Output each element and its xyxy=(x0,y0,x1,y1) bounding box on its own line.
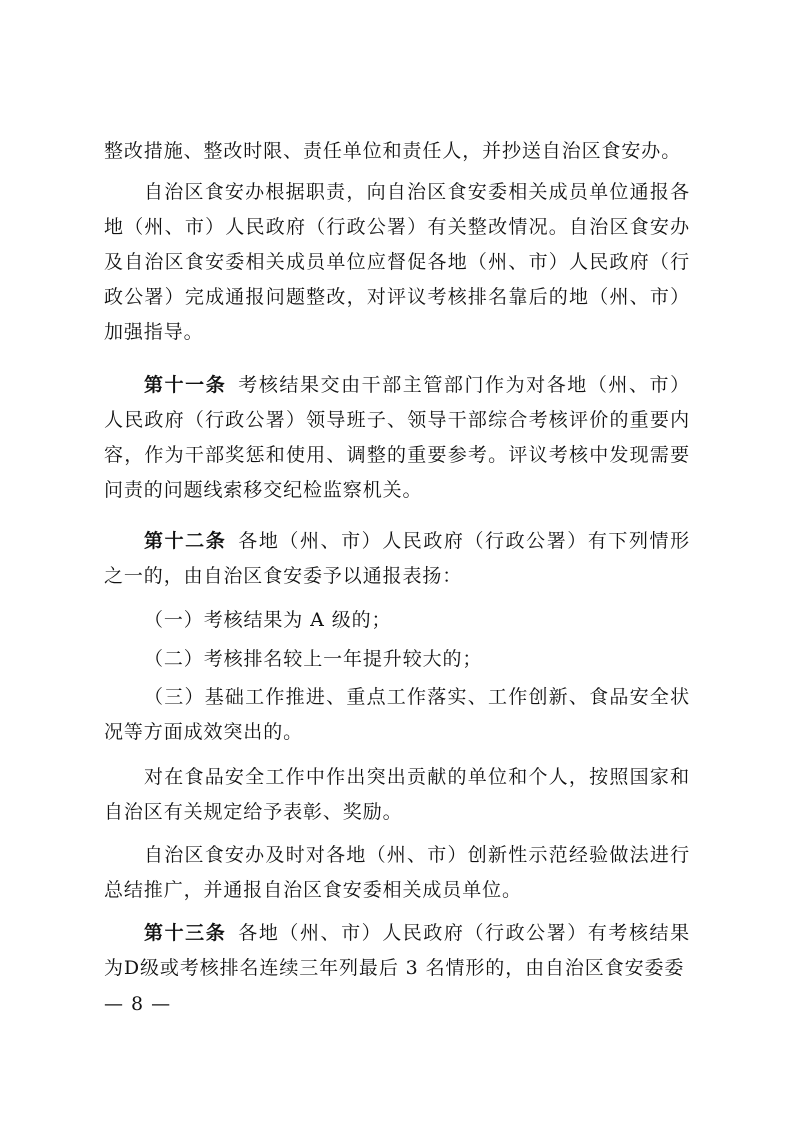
page-number: — 8 — xyxy=(104,993,172,1015)
article-13 xyxy=(104,916,690,986)
paragraph-text: 自治区食安办及时对各地（州、市）创新性示范经验做法进行总结推广，并通报自治区食安委相关成员单位。 xyxy=(104,844,690,901)
paragraph-text: 考核结果交由干部主管部门作为对各地（州、市）人民政府（行政公署）领导班子、领导干部综合考核评价的重要内容，作为干部奖惩和使用、调整的重要参考。评议考核中发现需要问责的问题线索移交纪检监察机关。 xyxy=(104,374,690,501)
article-heading: 第十一条 xyxy=(144,374,227,396)
paragraph-text: （二）考核排名较上一年提升较大的； xyxy=(144,648,483,670)
paragraph-rectification-continued xyxy=(104,134,690,169)
paragraph-promotion xyxy=(104,838,690,908)
article-12 xyxy=(104,524,690,594)
paragraph-text: 自治区食安办根据职责，向自治区食安委相关成员单位通报各地（州、市）人民政府（行政公署）有关整改情况。自治区食安办及自治区食安委相关成员单位应督促各地（州、市）人民政府（行政公署）完成通报问题整改，对评议考核排名靠后的地（州、市）加强指导。 xyxy=(104,181,690,343)
list-item-3 xyxy=(104,680,690,750)
paragraph-text: 各地（州、市）人民政府（行政公署）有下列情形之一的，由自治区食安委予以通报表扬： xyxy=(104,530,690,587)
paragraph-text: 对在食品安全工作中作出突出贡献的单位和个人，按照国家和自治区有关规定给予表彰、奖励。 xyxy=(104,766,690,823)
article-heading: 第十三条 xyxy=(144,922,227,944)
paragraph-commendation xyxy=(104,760,690,830)
article-heading: 第十二条 xyxy=(144,530,227,552)
paragraph-text: （三）基础工作推进、重点工作落实、工作创新、食品安全状况等方面成效突出的。 xyxy=(104,686,690,743)
paragraph-text: 整改措施、整改时限、责任单位和责任人，并抄送自治区食安办。 xyxy=(104,140,682,162)
list-item-2 xyxy=(104,642,690,677)
list-item-1 xyxy=(104,603,690,638)
article-11 xyxy=(104,368,690,508)
paragraph-rectification-report xyxy=(104,175,690,350)
paragraph-text: 各地（州、市）人民政府（行政公署）有考核结果为D级或考核排名连续三年列最后 3 名情形的，由自治区食安委委 xyxy=(104,922,690,979)
paragraph-text: （一）考核结果为 A 级的； xyxy=(144,609,392,631)
